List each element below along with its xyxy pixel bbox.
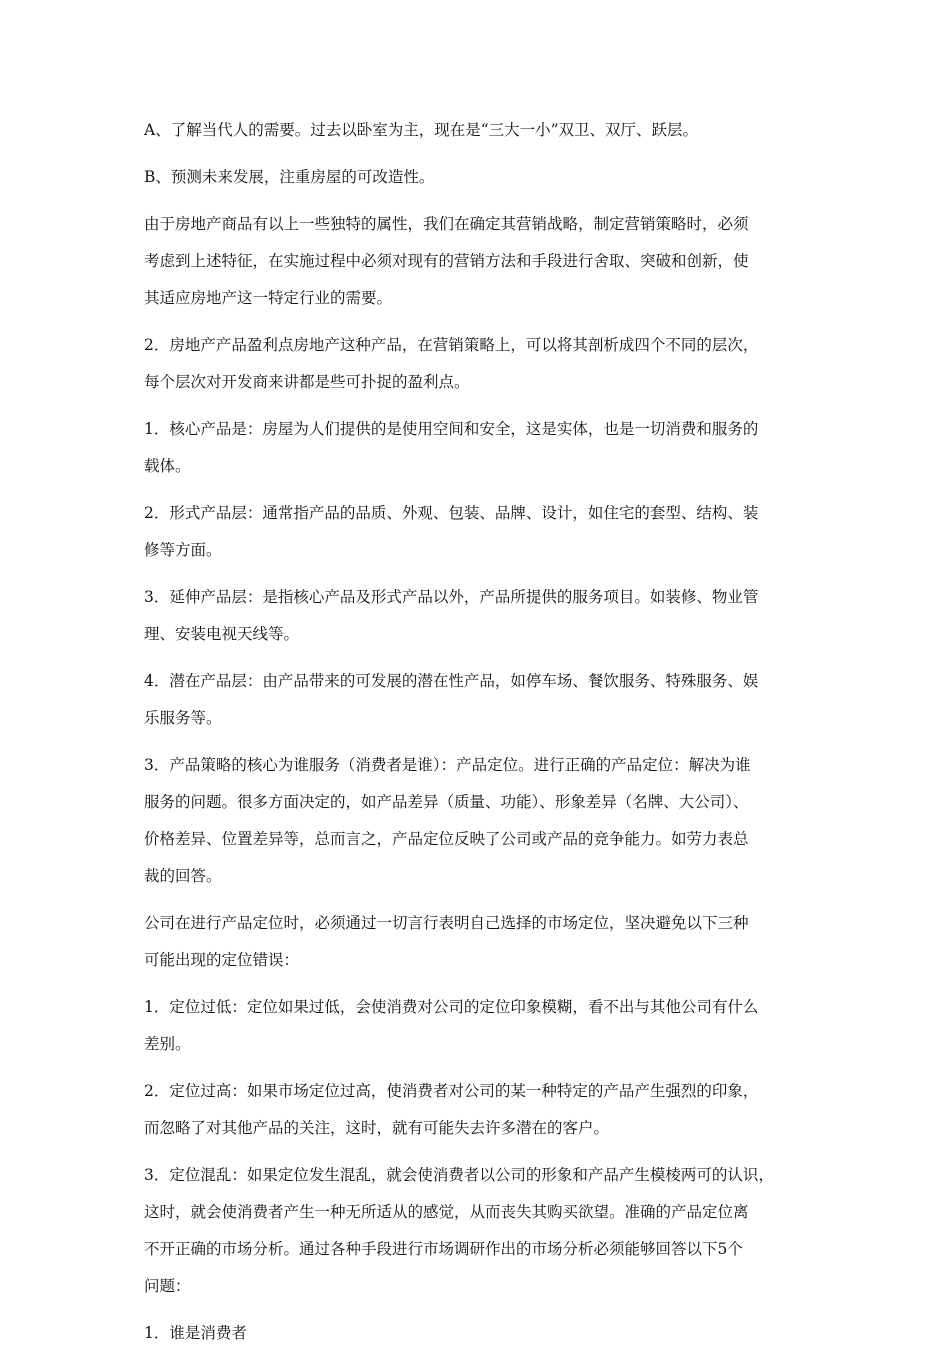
text-line: 问题：: [144, 1277, 191, 1295]
paragraph: [144, 159, 824, 196]
paragraph: [144, 327, 824, 401]
text-line: 公司在进行产品定位时，必须通过一切言行表明自己选择的市场定位，坚决避免以下三种: [144, 914, 749, 932]
text-line: 乐服务等。: [144, 709, 222, 727]
text-line: 其适应房地产这一特定行业的需要。: [144, 289, 393, 307]
text-line: B、预测未来发展，注重房屋的可改造性。: [144, 168, 435, 186]
paragraph: [144, 112, 824, 149]
paragraph: [144, 1157, 824, 1305]
paragraph: [144, 905, 824, 979]
text-line: 3．定位混乱：如果定位发生混乱，就会使消费者以公司的形象和产品产生模棱两可的认识，: [144, 1166, 774, 1184]
text-line: 理、安装电视天线等。: [144, 625, 300, 643]
text-line: 不开正确的市场分析。通过各种手段进行市场调研作出的市场分析必须能够回答以下5个: [144, 1240, 743, 1258]
text-line: A、了解当代人的需要。过去以卧室为主，现在是“三大一小”双卫、双厅、跃层。: [144, 121, 699, 139]
text-line: 载体。: [144, 457, 191, 475]
paragraph: [144, 989, 824, 1063]
text-line: 2．形式产品层：通常指产品的品质、外观、包装、品牌、设计，如住宅的套型、结构、装: [144, 504, 759, 522]
text-line: 3．延伸产品层：是指核心产品及形式产品以外，产品所提供的服务项目。如装修、物业管: [144, 588, 759, 606]
text-line: 1．定位过低：定位如果过低，会使消费对公司的定位印象模糊，看不出与其他公司有什么: [144, 998, 759, 1016]
paragraph: [144, 1315, 824, 1352]
text-line: 服务的问题。很多方面决定的，如产品差异（质量、功能）、形象差异（名牌、大公司）、: [144, 793, 749, 811]
text-line: 3．产品策略的核心为谁服务（消费者是谁）：产品定位。进行正确的产品定位：解决为谁: [144, 756, 751, 774]
text-line: 价格差异、位置差异等，总而言之，产品定位反映了公司或产品的竞争能力。如劳力表总: [144, 830, 749, 848]
text-line: 裁的回答。: [144, 867, 222, 885]
text-line: 2．房地产产品盈利点房地产这种产品，在营销策略上，可以将其剖析成四个不同的层次，: [144, 336, 759, 354]
text-line: 而忽略了对其他产品的关注，这时，就有可能失去许多潜在的客户。: [144, 1119, 610, 1137]
paragraph: [144, 1073, 824, 1147]
text-line: 差别。: [144, 1035, 191, 1053]
text-line: 考虑到上述特征，在实施过程中必须对现有的营销方法和手段进行舍取、突破和创新，使: [144, 252, 749, 270]
paragraph: [144, 411, 824, 485]
paragraph: [144, 663, 824, 737]
document-page: [144, 112, 824, 1362]
text-line: 这时，就会使消费者产生一种无所适从的感觉，从而丧失其购买欲望。准确的产品定位离: [144, 1203, 749, 1221]
text-line: 由于房地产商品有以上一些独特的属性，我们在确定其营销战略，制定营销策略时，必须: [144, 215, 749, 233]
text-line: 2．定位过高：如果市场定位过高，使消费者对公司的某一种特定的产品产生强烈的印象，: [144, 1082, 759, 1100]
text-line: 1．核心产品是：房屋为人们提供的是使用空间和安全，这是实体，也是一切消费和服务的: [144, 420, 759, 438]
text-line: 4．潜在产品层：由产品带来的可发展的潜在性产品，如停车场、餐饮服务、特殊服务、娱: [144, 672, 759, 690]
paragraph: [144, 495, 824, 569]
text-line: 可能出现的定位错误：: [144, 951, 300, 969]
paragraph: [144, 579, 824, 653]
paragraph: [144, 747, 824, 895]
text-line: 每个层次对开发商来讲都是些可扑捉的盈利点。: [144, 373, 470, 391]
paragraph: [144, 206, 824, 317]
text-line: 修等方面。: [144, 541, 222, 559]
text-line: 1．谁是消费者: [144, 1324, 247, 1342]
